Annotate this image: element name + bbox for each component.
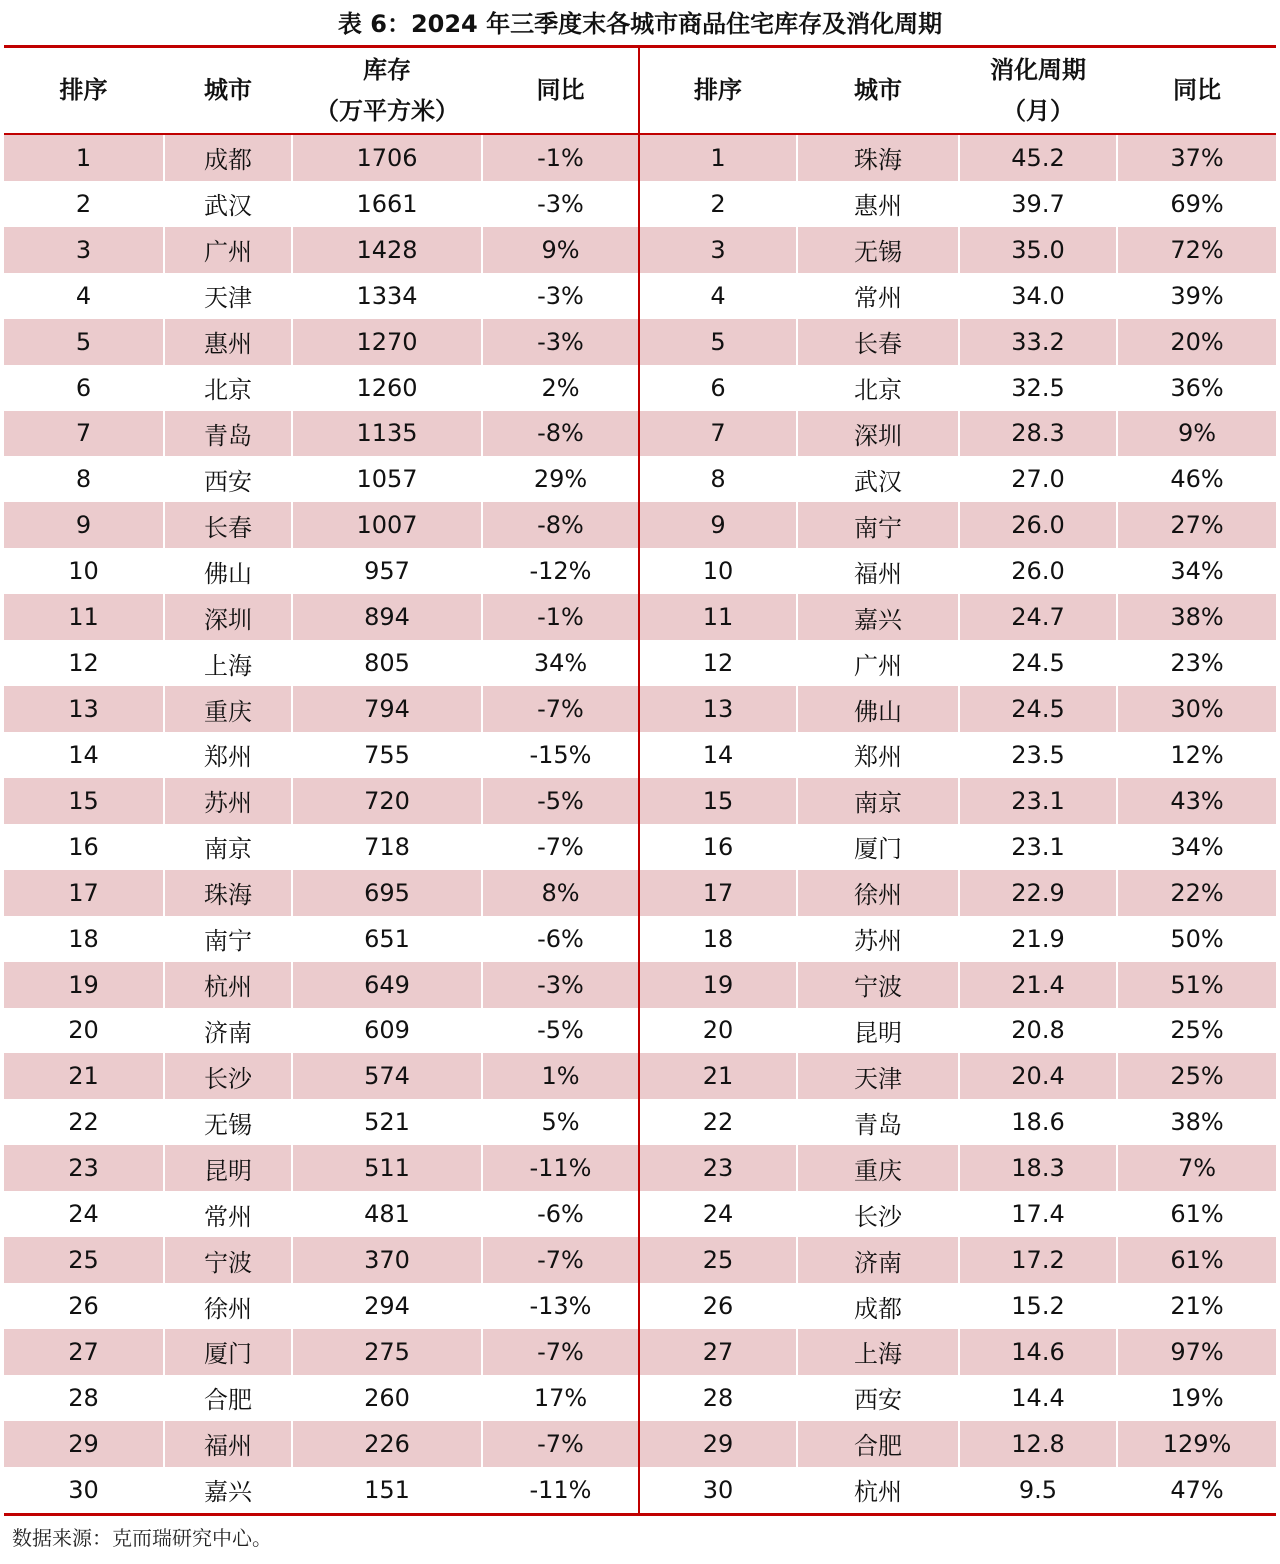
cell-left-city: 无锡: [204, 1110, 252, 1139]
cell-left-city: 济南: [204, 1018, 252, 1047]
cell-left-rank: 21: [4, 1053, 163, 1099]
table-row: [4, 1421, 1276, 1467]
cell-left-city: 武汉: [204, 192, 252, 221]
table-title: 表 6：2024 年三季度末各城市商品住宅库存及消化周期: [337, 10, 943, 38]
cell-right-city: 厦门: [854, 835, 902, 864]
cell-right-city: 无锡: [798, 227, 958, 273]
cell-right-rank: 8: [710, 465, 726, 494]
cell-left-yoy: 29%: [533, 465, 588, 494]
cell-left-yoy: -11%: [529, 1475, 592, 1504]
cell-right-yoy: 38%: [1118, 594, 1276, 640]
cell-left-rank: 26: [68, 1292, 99, 1320]
cell-right-cycle: 21.9: [1011, 924, 1065, 953]
cell-right-cycle: 28.3: [960, 411, 1116, 457]
cell-left-yoy: -1%: [483, 594, 638, 640]
cell-right-yoy: 9%: [1118, 411, 1276, 457]
cell-left-rank: 25: [4, 1237, 163, 1283]
cell-left-inventory: 957: [364, 557, 410, 586]
cell-right-cycle: 26.0: [960, 502, 1116, 548]
cell-right-yoy: 50%: [1170, 924, 1224, 953]
cell-right-cycle: 9.5: [1018, 1475, 1058, 1504]
cell-right-cycle: 23.1: [1011, 832, 1065, 861]
table-row: [4, 227, 1276, 273]
header-left-inventory: [293, 48, 481, 133]
cell-left-rank: 11: [4, 594, 163, 640]
cell-left-inventory: 1007: [293, 502, 481, 548]
table-row: [4, 640, 1276, 686]
cell-right-city: 西安: [854, 1386, 902, 1415]
cell-left-city: 南京: [204, 835, 252, 864]
cell-right-yoy: 69%: [1170, 189, 1224, 218]
cell-left-inventory: 481: [364, 1200, 410, 1229]
cell-right-cycle: 23.1: [960, 778, 1116, 824]
cell-left-yoy: -7%: [483, 1329, 638, 1375]
cell-right-rank: 17: [640, 870, 796, 916]
cell-left-inventory: 1057: [356, 465, 418, 494]
header-right-yoy: 同比: [1173, 76, 1221, 105]
cell-right-yoy: 37%: [1118, 135, 1276, 181]
cell-right-cycle: 24.5: [1011, 649, 1065, 678]
cell-right-yoy: 72%: [1118, 227, 1276, 273]
cell-right-city: 长沙: [854, 1202, 902, 1231]
cell-right-rank: 23: [640, 1145, 796, 1191]
cell-right-city: 天津: [798, 1053, 958, 1099]
cell-right-city: 深圳: [798, 411, 958, 457]
cell-left-rank: 28: [68, 1383, 99, 1412]
cell-right-yoy: 34%: [1170, 557, 1224, 586]
cell-right-city: 苏州: [854, 927, 902, 956]
cell-right-yoy: 25%: [1118, 1053, 1276, 1099]
table-row: [4, 1145, 1276, 1191]
cell-right-yoy: 23%: [1170, 649, 1224, 678]
cell-left-city: 成都: [165, 135, 291, 181]
cell-right-yoy: 25%: [1170, 1016, 1224, 1045]
cell-right-rank: 18: [702, 924, 734, 953]
cell-left-rank: 5: [4, 319, 163, 365]
cell-left-inventory: 651: [364, 924, 410, 953]
table-row: [4, 594, 1276, 640]
cell-left-rank: 17: [4, 870, 163, 916]
cell-left-rank: 22: [68, 1108, 99, 1137]
table-row: [4, 686, 1276, 732]
cell-left-yoy: -13%: [529, 1292, 592, 1320]
cell-left-yoy: -15%: [529, 740, 592, 769]
cell-left-city: 徐州: [204, 1294, 252, 1323]
cell-right-city: 嘉兴: [798, 594, 958, 640]
cell-right-cycle: 34.0: [1011, 281, 1065, 310]
cell-left-inventory: 1334: [356, 281, 418, 310]
header-inventory-line1: 库存: [363, 55, 411, 84]
cell-right-rank: 10: [702, 557, 734, 586]
cell-left-city: 常州: [204, 1202, 252, 1231]
cell-left-rank: 16: [68, 832, 99, 861]
header-cycle-line2: （月）: [1002, 96, 1074, 125]
cell-left-yoy: 5%: [541, 1108, 580, 1137]
cell-right-rank: 19: [640, 962, 796, 1008]
cell-left-inventory: 894: [293, 594, 481, 640]
cell-right-rank: 16: [702, 832, 734, 861]
cell-left-rank: 12: [68, 649, 99, 678]
cell-left-city: 昆明: [165, 1145, 291, 1191]
cell-left-rank: 29: [4, 1421, 163, 1467]
cell-right-city: 广州: [854, 651, 902, 680]
cell-left-yoy: -6%: [537, 924, 584, 953]
cell-left-yoy: -3%: [537, 281, 584, 310]
cell-left-inventory: 226: [293, 1421, 481, 1467]
cell-left-city: 广州: [165, 227, 291, 273]
cell-right-cycle: 33.2: [960, 319, 1116, 365]
cell-left-yoy: -7%: [483, 686, 638, 732]
cell-left-inventory: 294: [364, 1292, 410, 1320]
cell-right-city: 南宁: [798, 502, 958, 548]
cell-right-yoy: 43%: [1118, 778, 1276, 824]
cell-right-yoy: 39%: [1170, 281, 1224, 310]
cell-left-city: 西安: [204, 467, 252, 496]
table-row: [4, 732, 1276, 778]
cell-left-inventory: 1135: [293, 411, 481, 457]
cell-left-yoy: -5%: [537, 1016, 584, 1045]
cell-left-rank: 15: [4, 778, 163, 824]
cell-left-city: 天津: [204, 284, 252, 313]
cell-right-rank: 22: [702, 1108, 734, 1137]
cell-right-rank: 11: [640, 594, 796, 640]
cell-left-city: 南宁: [204, 927, 252, 956]
cell-right-cycle: 17.4: [1011, 1200, 1065, 1229]
table-header-row: [4, 48, 1276, 133]
cell-right-rank: 12: [702, 649, 734, 678]
cell-right-cycle: 18.6: [1011, 1108, 1065, 1137]
header-inventory-line2: （万平方米）: [315, 96, 459, 125]
cell-right-yoy: 34%: [1170, 832, 1224, 861]
cell-right-rank: 4: [710, 281, 726, 310]
cell-right-yoy: 46%: [1170, 465, 1224, 494]
cell-right-cycle: 35.0: [960, 227, 1116, 273]
cell-right-cycle: 15.2: [1011, 1292, 1065, 1320]
cell-right-rank: 9: [640, 502, 796, 548]
cell-left-yoy: -5%: [483, 778, 638, 824]
cell-right-cycle: 17.2: [960, 1237, 1116, 1283]
cell-left-yoy: 1%: [483, 1053, 638, 1099]
cell-left-inventory: 805: [364, 649, 410, 678]
cell-right-rank: 6: [710, 373, 726, 402]
cell-left-city: 青岛: [165, 411, 291, 457]
cell-right-rank: 24: [702, 1200, 734, 1229]
table-row: [4, 1008, 1276, 1054]
header-cycle-line1: 消化周期: [990, 55, 1086, 84]
table-row: [4, 273, 1276, 319]
cell-right-cycle: 20.8: [1011, 1016, 1065, 1045]
cell-right-city: 宁波: [798, 962, 958, 1008]
cell-left-inventory: 275: [293, 1329, 481, 1375]
cell-right-city: 福州: [854, 559, 902, 588]
cell-right-yoy: 51%: [1118, 962, 1276, 1008]
data-source-note: 数据来源：克而瑞研究中心。: [12, 1526, 272, 1550]
cell-right-cycle: 18.3: [960, 1145, 1116, 1191]
table-row: [4, 1053, 1276, 1099]
cell-left-yoy: 2%: [541, 373, 580, 402]
cell-right-cycle: 22.9: [960, 870, 1116, 916]
cell-right-cycle: 14.6: [960, 1329, 1116, 1375]
cell-left-inventory: 1260: [356, 373, 418, 402]
cell-left-inventory: 370: [293, 1237, 481, 1283]
cell-right-yoy: 97%: [1118, 1329, 1276, 1375]
cell-left-yoy: -11%: [483, 1145, 638, 1191]
cell-right-rank: 15: [640, 778, 796, 824]
table-row: [4, 1099, 1276, 1145]
table-row: [4, 824, 1276, 870]
cell-left-yoy: -3%: [483, 319, 638, 365]
cell-left-inventory: 151: [364, 1475, 410, 1504]
table-bottom-rule: [4, 1513, 1276, 1516]
cell-left-inventory: 720: [293, 778, 481, 824]
table-row: [4, 319, 1276, 365]
table-row: [4, 962, 1276, 1008]
table-row: [4, 411, 1276, 457]
cell-right-yoy: 12%: [1170, 740, 1224, 769]
cell-left-city: 长春: [165, 502, 291, 548]
cell-left-inventory: 718: [364, 832, 410, 861]
cell-left-inventory: 1428: [293, 227, 481, 273]
cell-left-city: 厦门: [165, 1329, 291, 1375]
cell-right-yoy: 20%: [1118, 319, 1276, 365]
cell-left-rank: 7: [4, 411, 163, 457]
table-vertical-divider: [638, 48, 640, 1513]
cell-left-rank: 10: [68, 557, 99, 586]
cell-left-rank: 2: [75, 189, 92, 218]
cell-left-yoy: -8%: [483, 502, 638, 548]
cell-right-city: 重庆: [798, 1145, 958, 1191]
cell-left-yoy: -7%: [483, 1421, 638, 1467]
cell-left-rank: 9: [4, 502, 163, 548]
table-body: [4, 135, 1276, 1513]
cell-left-yoy: -7%: [537, 832, 584, 861]
cell-left-city: 福州: [165, 1421, 291, 1467]
table-row: [4, 1329, 1276, 1375]
cell-left-yoy: -3%: [537, 189, 584, 218]
cell-left-yoy: -7%: [483, 1237, 638, 1283]
cell-right-cycle: 12.8: [960, 1421, 1116, 1467]
cell-right-rank: 25: [640, 1237, 796, 1283]
cell-right-yoy: 22%: [1118, 870, 1276, 916]
cell-left-inventory: 609: [364, 1016, 410, 1045]
cell-right-city: 徐州: [798, 870, 958, 916]
cell-right-city: 长春: [798, 319, 958, 365]
cell-left-yoy: -1%: [483, 135, 638, 181]
cell-right-rank: 26: [702, 1292, 734, 1320]
cell-left-yoy: 34%: [533, 649, 588, 678]
cell-right-cycle: 45.2: [960, 135, 1116, 181]
cell-left-rank: 4: [75, 281, 92, 310]
cell-left-yoy: -6%: [537, 1200, 584, 1229]
cell-right-city: 成都: [854, 1294, 902, 1323]
cell-right-city: 青岛: [854, 1110, 902, 1139]
cell-right-yoy: 21%: [1170, 1292, 1224, 1320]
cell-left-city: 嘉兴: [204, 1478, 252, 1507]
header-right-city: 城市: [854, 76, 902, 105]
table-row: [4, 778, 1276, 824]
cell-left-rank: 3: [4, 227, 163, 273]
cell-right-cycle: 14.4: [1011, 1383, 1065, 1412]
cell-right-yoy: 36%: [1170, 373, 1224, 402]
cell-right-city: 济南: [798, 1237, 958, 1283]
cell-right-rank: 28: [702, 1383, 734, 1412]
cell-right-city: 佛山: [798, 686, 958, 732]
cell-left-inventory: 1706: [293, 135, 481, 181]
cell-left-inventory: 649: [293, 962, 481, 1008]
cell-left-inventory: 755: [364, 740, 410, 769]
table-row: [4, 916, 1276, 962]
cell-left-rank: 1: [4, 135, 163, 181]
cell-right-city: 珠海: [798, 135, 958, 181]
cell-right-rank: 3: [640, 227, 796, 273]
cell-left-inventory: 260: [364, 1383, 410, 1412]
cell-right-cycle: 20.4: [960, 1053, 1116, 1099]
table-row: [4, 502, 1276, 548]
cell-left-city: 合肥: [204, 1386, 252, 1415]
table-row: [4, 1283, 1276, 1329]
cell-right-rank: 27: [640, 1329, 796, 1375]
cell-left-rank: 8: [75, 465, 92, 494]
header-left-rank: 排序: [59, 76, 108, 105]
cell-left-inventory: 1270: [293, 319, 481, 365]
cell-right-yoy: 19%: [1170, 1383, 1224, 1412]
cell-left-rank: 30: [68, 1475, 99, 1504]
cell-right-yoy: 38%: [1170, 1108, 1224, 1137]
table-row: [4, 456, 1276, 502]
cell-left-city: 宁波: [165, 1237, 291, 1283]
cell-left-city: 郑州: [204, 743, 252, 772]
cell-left-inventory: 574: [293, 1053, 481, 1099]
table-row: [4, 1191, 1276, 1237]
cell-left-rank: 6: [75, 373, 92, 402]
cell-right-cycle: 39.7: [1011, 189, 1065, 218]
cell-right-city: 常州: [854, 284, 902, 313]
cell-right-yoy: 7%: [1118, 1145, 1276, 1191]
table-row: [4, 135, 1276, 181]
header-right-cycle: [960, 48, 1116, 133]
cell-left-rank: 14: [68, 740, 99, 769]
cell-right-yoy: 61%: [1118, 1237, 1276, 1283]
cell-left-yoy: 9%: [483, 227, 638, 273]
cell-right-city: 郑州: [854, 743, 902, 772]
cell-right-city: 武汉: [854, 467, 902, 496]
header-left-city: 城市: [204, 76, 252, 105]
cell-right-rank: 2: [710, 189, 726, 218]
cell-right-rank: 1: [640, 135, 796, 181]
header-left-yoy: 同比: [536, 76, 585, 105]
header-right-rank: 排序: [694, 76, 742, 105]
cell-left-yoy: -3%: [483, 962, 638, 1008]
cell-left-rank: 13: [4, 686, 163, 732]
table-row: [4, 1467, 1276, 1513]
cell-left-city: 佛山: [204, 559, 252, 588]
cell-left-city: 上海: [204, 651, 252, 680]
cell-right-rank: 29: [640, 1421, 796, 1467]
cell-left-city: 重庆: [165, 686, 291, 732]
cell-left-city: 惠州: [165, 319, 291, 365]
cell-left-yoy: 8%: [483, 870, 638, 916]
cell-left-yoy: -8%: [483, 411, 638, 457]
cell-right-rank: 13: [640, 686, 796, 732]
cell-left-inventory: 1661: [356, 189, 418, 218]
cell-right-yoy: 47%: [1170, 1475, 1224, 1504]
cell-left-rank: 20: [68, 1016, 99, 1045]
cell-right-rank: 5: [640, 319, 796, 365]
cell-right-cycle: 27.0: [1011, 465, 1065, 494]
cell-right-city: 昆明: [854, 1018, 902, 1047]
cell-left-city: 长沙: [165, 1053, 291, 1099]
cell-right-city: 南京: [798, 778, 958, 824]
cell-right-city: 北京: [854, 376, 902, 405]
cell-left-city: 苏州: [165, 778, 291, 824]
cell-left-city: 珠海: [165, 870, 291, 916]
cell-left-city: 深圳: [165, 594, 291, 640]
cell-left-yoy: -12%: [529, 557, 592, 586]
table-row: [4, 548, 1276, 594]
cell-right-cycle: 21.4: [960, 962, 1116, 1008]
cell-right-yoy: 30%: [1118, 686, 1276, 732]
cell-left-city: 杭州: [165, 962, 291, 1008]
cell-right-cycle: 24.7: [960, 594, 1116, 640]
table-row: [4, 365, 1276, 411]
cell-left-yoy: 17%: [533, 1383, 588, 1412]
cell-right-city: 合肥: [798, 1421, 958, 1467]
table-row: [4, 181, 1276, 227]
cell-right-yoy: 27%: [1118, 502, 1276, 548]
cell-left-rank: 19: [4, 962, 163, 1008]
cell-right-rank: 30: [702, 1475, 734, 1504]
cell-right-rank: 20: [702, 1016, 734, 1045]
table-row: [4, 1237, 1276, 1283]
cell-right-cycle: 24.5: [960, 686, 1116, 732]
table-row: [4, 1375, 1276, 1421]
cell-right-yoy: 61%: [1170, 1200, 1224, 1229]
cell-right-cycle: 23.5: [1011, 740, 1065, 769]
cell-right-rank: 7: [640, 411, 796, 457]
cell-left-rank: 24: [68, 1200, 99, 1229]
table-row: [4, 870, 1276, 916]
cell-left-rank: 18: [68, 924, 99, 953]
cell-right-rank: 21: [640, 1053, 796, 1099]
cell-left-rank: 27: [4, 1329, 163, 1375]
cell-right-yoy: 129%: [1118, 1421, 1276, 1467]
cell-left-inventory: 511: [293, 1145, 481, 1191]
cell-left-rank: 23: [4, 1145, 163, 1191]
cell-right-rank: 14: [702, 740, 734, 769]
cell-right-cycle: 26.0: [1011, 557, 1065, 586]
cell-right-city: 上海: [798, 1329, 958, 1375]
cell-left-inventory: 521: [364, 1108, 410, 1137]
cell-left-city: 北京: [204, 376, 252, 405]
cell-left-inventory: 794: [293, 686, 481, 732]
cell-right-city: 杭州: [854, 1478, 902, 1507]
cell-right-city: 惠州: [854, 192, 902, 221]
cell-left-inventory: 695: [293, 870, 481, 916]
cell-right-cycle: 32.5: [1011, 373, 1065, 402]
